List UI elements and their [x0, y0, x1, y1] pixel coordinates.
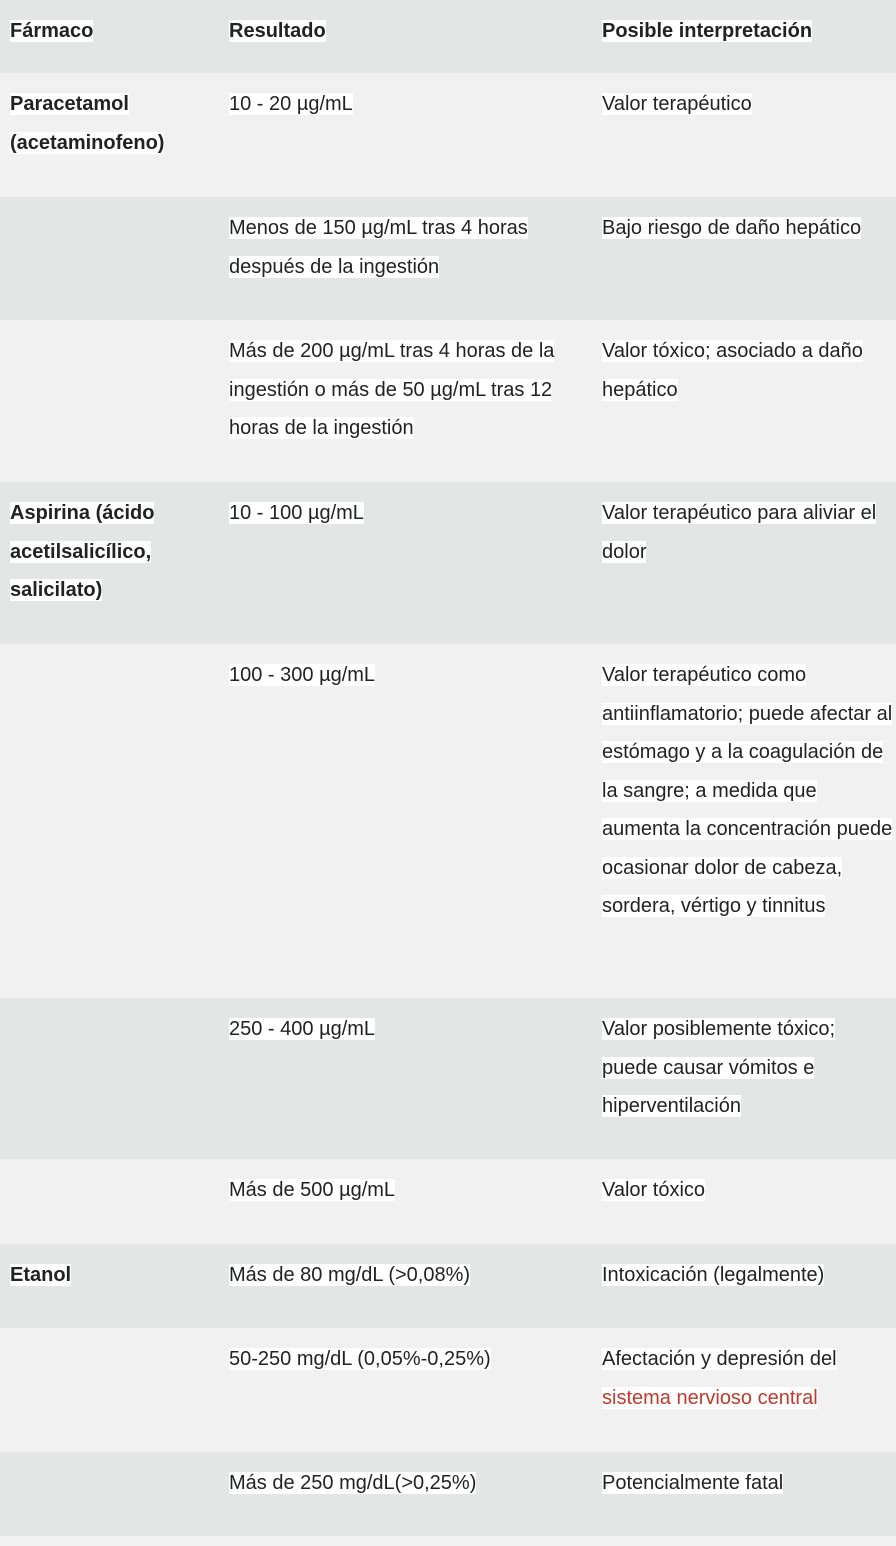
- cell-drug: [0, 998, 218, 1159]
- table-row: [0, 1244, 896, 1328]
- cell-interpretation: Valor tóxico: [602, 1179, 706, 1201]
- cell-interpretation: Valor terapéutico para aliviar el dolor: [602, 502, 877, 563]
- cell-result: 50-250 mg/dL (0,05%-0,25%): [229, 1348, 491, 1370]
- cell-drug: [0, 1452, 218, 1536]
- table-row: [0, 197, 896, 320]
- header-drug: Fármaco: [10, 20, 94, 42]
- cell-drug: Paracetamol (acetaminofeno): [10, 93, 165, 154]
- cell-drug: Aspirina (ácido acetilsalicílico, salicilato): [10, 502, 155, 601]
- cell-interpretation: Potencialmente fatal: [602, 1472, 784, 1494]
- cell-result: 10 - 20 µg/mL: [229, 93, 353, 115]
- cell-interpretation: Valor terapéutico: [602, 93, 752, 115]
- table-header-row: [0, 0, 896, 73]
- table-row: [0, 1452, 896, 1536]
- cell-interpretation: Bajo riesgo de daño hepático: [602, 217, 862, 239]
- cell-result: 10 - 100 µg/mL: [229, 502, 364, 524]
- cell-interpretation: Afectación y depresión del sistema nervioso central: [602, 1348, 837, 1409]
- cell-result: Más de 80 mg/dL (>0,08%): [229, 1264, 471, 1286]
- cns-link[interactable]: sistema nervioso central: [602, 1386, 818, 1409]
- cell-interpretation: Valor posiblemente tóxico; puede causar vómitos e hiperventilación: [602, 1018, 836, 1117]
- cell-result: Más de 250 mg/dL(>0,25%): [229, 1472, 477, 1494]
- table-row: [0, 73, 896, 197]
- cell-interpretation: Valor terapéutico como antiinflamatorio; puede afectar al estómago y a la coagulación de la sangre; a medida que aumenta la concentración puede ocasionar dolor de cabeza, sordera, vértigo y tinnitus: [602, 664, 893, 917]
- table-row: [0, 644, 896, 998]
- cell-drug: [0, 1159, 218, 1244]
- cell-result: 250 - 400 µg/mL: [229, 1018, 376, 1040]
- cell-result: Menos de 150 µg/mL tras 4 horas después de la ingestión: [229, 217, 528, 278]
- cell-result: Más de 200 µg/mL tras 4 horas de la ingestión o más de 50 µg/mL tras 12 horas de la ingestión: [229, 340, 555, 439]
- table-row: [0, 482, 896, 644]
- table-row: [0, 1159, 896, 1244]
- cell-interpretation: Intoxicación (legalmente): [602, 1264, 825, 1286]
- table-row: [0, 998, 896, 1159]
- cell-interpretation: Valor tóxico; asociado a daño hepático: [602, 340, 863, 401]
- cell-result: Más de 500 µg/mL: [229, 1179, 396, 1201]
- cell-drug: [0, 644, 218, 998]
- cell-drug: Etanol: [10, 1264, 72, 1286]
- header-result: Resultado: [229, 20, 326, 42]
- table-row: [0, 1328, 896, 1452]
- header-interpretation: Posible interpretación: [602, 20, 813, 42]
- cell-drug: [0, 1328, 218, 1452]
- cell-result: 100 - 300 µg/mL: [229, 664, 376, 686]
- cell-drug: [0, 320, 218, 482]
- table-row: [0, 320, 896, 482]
- cell-drug: [0, 197, 218, 320]
